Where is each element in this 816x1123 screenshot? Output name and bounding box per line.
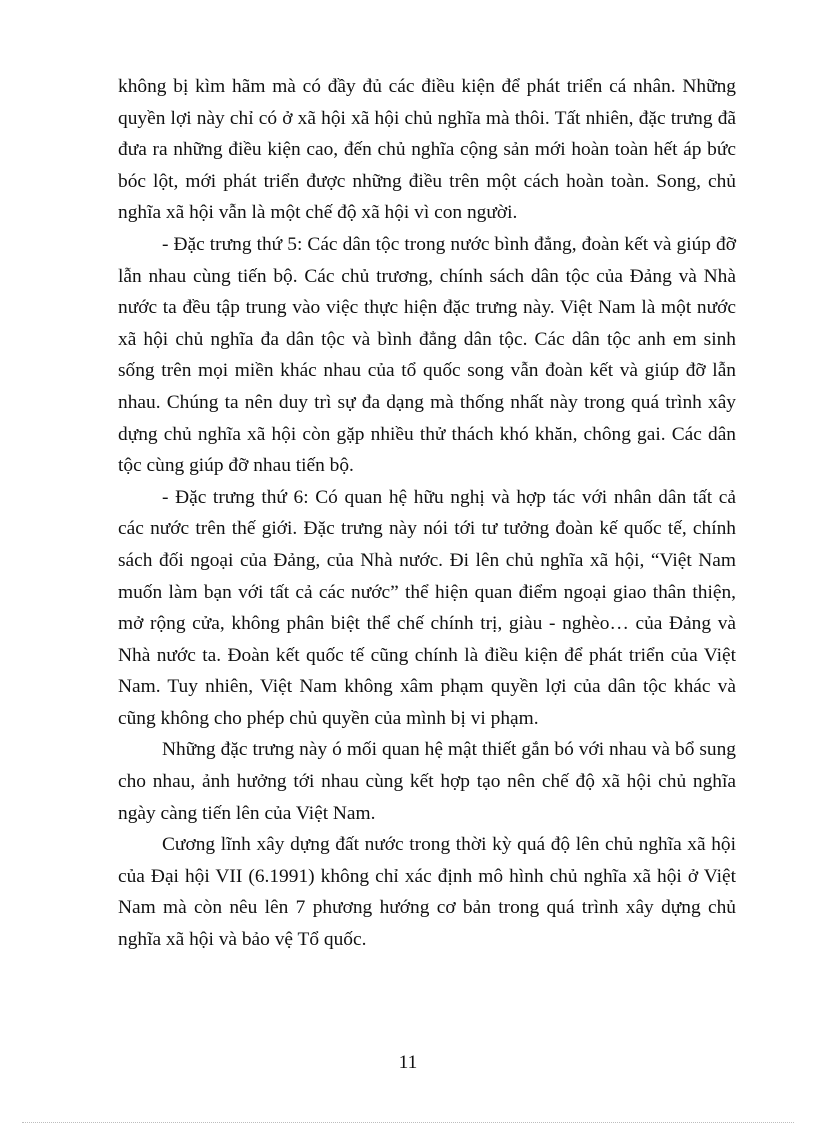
paragraph-feature-6: - Đặc trưng thứ 6: Có quan hệ hữu nghị và hợp tác với nhân dân tất cả các nước trên thế giới. Đặc trưng này nói tới tư tưởng đoàn kế quốc tế, chính sách đối ngoại của Đảng, của Nhà nước. Đi lên chủ nghĩa xã hội, “Việt Nam muốn làm bạn với tất cả các nước” thể hiện quan điểm ngoại giao thân thiện, mở rộng cửa, không phân biệt thể chế chính trị, giàu - nghèo… của Đảng và Nhà nước ta. Đoàn kết quốc tế cũng chính là điều kiện để phát triển của Việt Nam. Tuy nhiên, Việt Nam không xâm phạm quyền lợi của dân tộc khác và cũng không cho phép chủ quyền của mình bị vi phạm. <box>118 486 736 729</box>
paragraph-continuation: không bị kìm hãm mà có đầy đủ các điều kiện để phát triển cá nhân. Những quyền lợi này chỉ có ở xã hội xã hội chủ nghĩa mà thôi. Tất nhiên, đặc trưng đã đưa ra những điều kiện cao, đến chủ nghĩa cộng sản mới hoàn toàn hết áp bức bóc lột, mới phát triển được những điều trên một cách hoàn toàn. Song, chủ nghĩa xã hội vẫn là một chế độ xã hội vì con người. <box>118 76 736 224</box>
paragraph-platform: Cương lĩnh xây dựng đất nước trong thời kỳ quá độ lên chủ nghĩa xã hội của Đại hội VII (6.1991) không chỉ xác định mô hình chủ nghĩa xã hội ở Việt Nam mà còn nêu lên 7 phương hướng cơ bản trong quá trình xây dựng chủ nghĩa xã hội và bảo vệ Tổ quốc. <box>118 834 736 951</box>
page-number: 11 <box>398 1052 418 1073</box>
paragraph-relationship: Những đặc trưng này ó mối quan hệ mật thiết gắn bó với nhau và bổ sung cho nhau, ảnh hưởng tới nhau cùng kết hợp tạo nên chế độ xã hội chủ nghĩa ngày càng tiến lên của Việt Nam. <box>118 739 736 824</box>
body-text <box>118 71 736 956</box>
paragraph-feature-5: - Đặc trưng thứ 5: Các dân tộc trong nước bình đẳng, đoàn kết và giúp đỡ lẫn nhau cùng tiến bộ. Các chủ trương, chính sách dân tộc của Đảng và Nhà nước ta đều tập trung vào việc thực hiện đặc trưng này. Việt Nam là một nước xã hội chủ nghĩa đa dân tộc và bình đẳng dân tộc. Các dân tộc anh em sinh sống trên mọi miền khác nhau của tổ quốc song vẫn đoàn kết và giúp đỡ lẫn nhau. Chúng ta nên duy trì sự đa dạng mà thống nhất này trong quá trình xây dựng chủ nghĩa xã hội còn gặp nhiều thử thách khó khăn, chông gai. Các dân tộc cùng giúp đỡ nhau tiến bộ. <box>118 233 736 477</box>
